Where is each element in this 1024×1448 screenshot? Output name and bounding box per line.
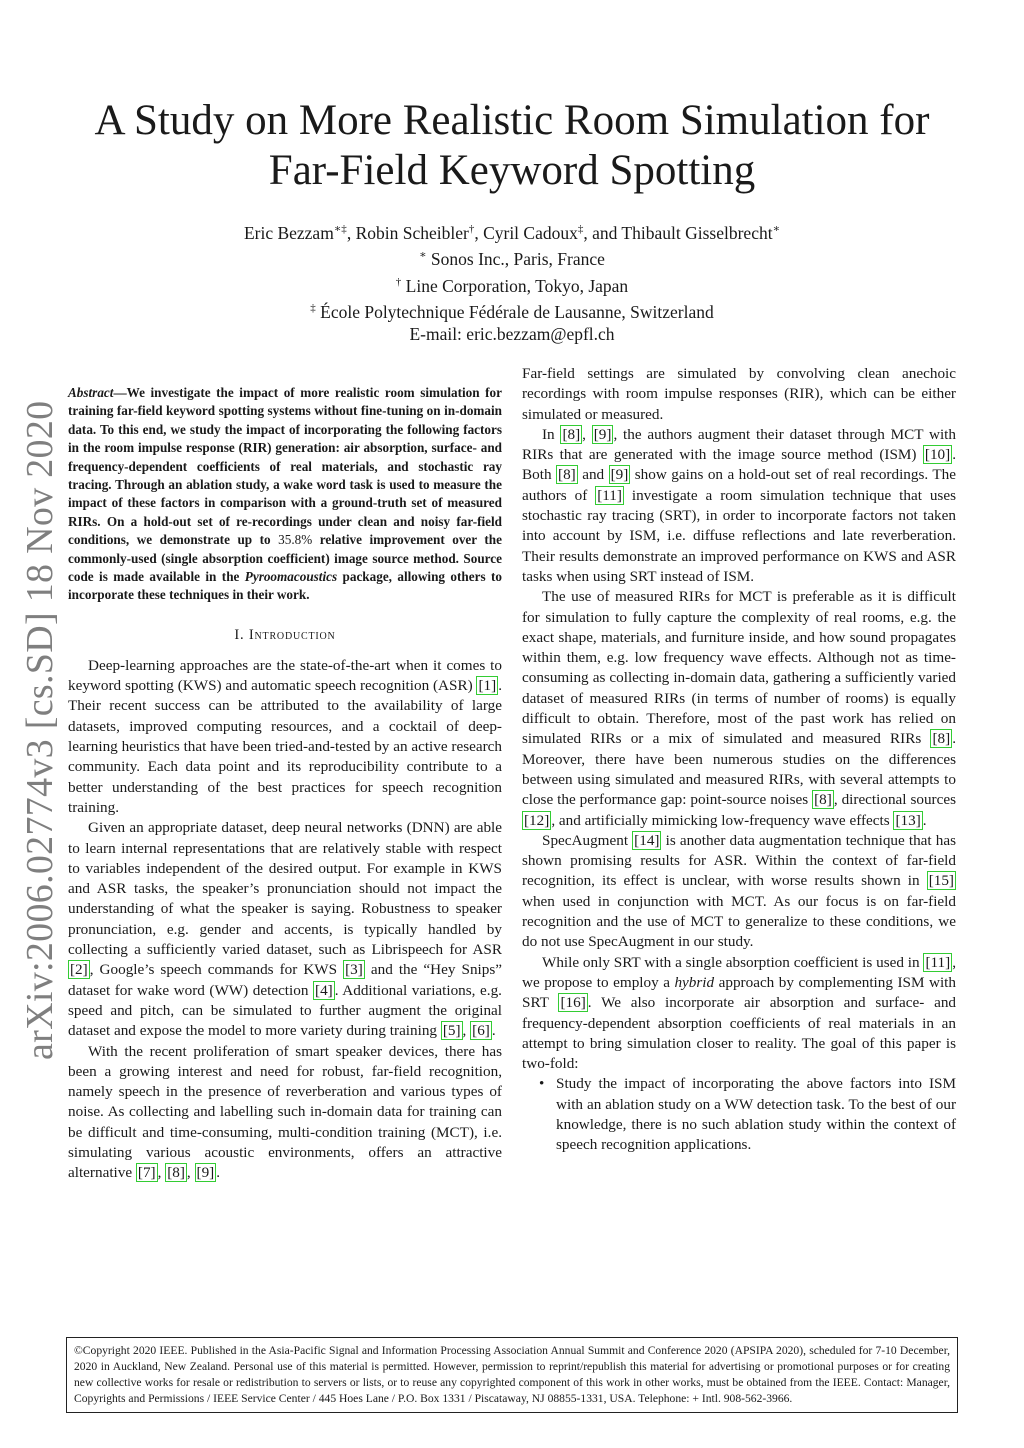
paragraph-text: While only SRT with a single absorption coefficient is used in bbox=[542, 953, 924, 971]
arxiv-identifier[interactable]: arXiv:2006.02774v3 [cs.SD] 18 Nov 2020 bbox=[19, 400, 61, 1060]
abstract-text: package, allowing others to incorporate these techniques in their work. bbox=[68, 569, 502, 603]
affiliation-mark: ‡ bbox=[310, 301, 316, 314]
citation-link[interactable]: [9] bbox=[196, 1164, 215, 1182]
abstract bbox=[68, 384, 502, 605]
right-column bbox=[522, 364, 956, 1156]
left-column bbox=[68, 384, 502, 1184]
paragraph-text: , Google’s speech commands for KWS bbox=[89, 961, 344, 979]
list-item-text: Study the impact of incorporating the above factors into ISM with an ablation study on a WW detection task. To the best of our knowledge, there is no such ablation study within the context of speech recognition applications. bbox=[556, 1075, 956, 1154]
paragraph-text: . Additional variations, e.g. speed and pitch, can be simulated to further augment the original dataset and expose the model to more variety during training bbox=[68, 981, 502, 1040]
paragraph-text: . Moreover, there have been numerous studies on the differences between using simulated and measured RIRs, with several attempts to close the performance gap: point-source noises bbox=[522, 730, 956, 809]
citation-link[interactable]: [14] bbox=[634, 831, 660, 849]
paragraph-text: , bbox=[582, 425, 592, 443]
paragraph-text: , bbox=[186, 1164, 195, 1182]
paragraph-text: Given an appropriate dataset, deep neural networks (DNN) are able to learn internal representations that are relatively stable with respect to variables independent of the desired output. For example in KWS and ASR tasks, the speaker’s pronunciation should not impact the understanding of what the speaker is saying. Robustness to speaker pronunciation, e.g. gender and accents, is typically handled by collecting a sufficiently varied dataset, such as Librispeech for ASR bbox=[68, 819, 502, 959]
paper-title bbox=[60, 96, 964, 196]
abstract-label: Abstract bbox=[68, 385, 114, 400]
citation-link[interactable]: [11] bbox=[925, 953, 951, 971]
citation-link[interactable]: [8] bbox=[558, 466, 576, 484]
paragraph-text: approach by complementing ISM with SRT bbox=[522, 973, 956, 1012]
citation-link[interactable]: [4] bbox=[315, 981, 333, 999]
affiliation-line bbox=[60, 271, 964, 297]
citation-link[interactable]: [16] bbox=[560, 994, 586, 1012]
citation-link[interactable]: [12] bbox=[524, 811, 550, 829]
citation-link[interactable]: [9] bbox=[610, 466, 629, 484]
paragraph-text: The use of measured RIRs for MCT is preferable as it is difficult for simulation to fully capture the complexity of real rooms, e.g. the exact shape, materials, and furniture inside, and how sound propagates within them, e.g. low frequency wave effects. Although not as time-consuming as collecting in-domain data, gathering a sufficiently varied dataset of measured RIRs (in terms of number of rooms) is equally difficult to obtain. Therefore, most of the past work has relied on simulated RIRs or a mix of simulated and measured RIRs bbox=[522, 588, 956, 748]
citation-link[interactable]: [10] bbox=[924, 446, 951, 464]
intro-paragraph-3 bbox=[68, 1042, 502, 1184]
author-name: , Robin Scheibler bbox=[346, 222, 469, 243]
goal-list bbox=[522, 1074, 956, 1155]
paragraph-text: and bbox=[577, 466, 609, 484]
paragraph-text: . We also incorporate air absorption and surface- and frequency-dependent absorption coefficients of real materials in an attempt to bring simulation closer to reality. The goal of this paper is two-fold: bbox=[522, 994, 957, 1073]
title-line-1: A Study on More Realistic Room Simulation for bbox=[94, 97, 930, 144]
paragraph-text: , and artificially mimicking low-frequency wave effects bbox=[551, 811, 894, 829]
citation-link[interactable]: [11] bbox=[597, 486, 622, 504]
affiliation-mark: † bbox=[395, 275, 402, 288]
emphasis-text: hybrid bbox=[674, 973, 715, 991]
abstract-dash: — bbox=[113, 385, 127, 400]
bullet-icon: • bbox=[539, 1075, 545, 1093]
author-name: , Cyril Cadoux bbox=[474, 222, 578, 243]
citation-link[interactable]: [7] bbox=[137, 1164, 156, 1182]
affiliation-text: Line Corporation, Tokyo, Japan bbox=[401, 275, 629, 296]
citation-link[interactable]: [15] bbox=[928, 872, 954, 890]
paragraph-text: , bbox=[462, 1022, 471, 1040]
section-title: Introduction bbox=[248, 626, 336, 643]
affiliation-epfl bbox=[60, 297, 964, 323]
abstract-text: relative improvement over the commonly-used (single absorption coefficient) image source method. Source code is made available in the bbox=[68, 532, 502, 585]
citation-link[interactable]: [8] bbox=[562, 425, 581, 443]
citation-link[interactable]: [1] bbox=[478, 677, 497, 695]
affiliation-text: Sonos Inc., Paris, France bbox=[426, 249, 605, 270]
citation-link[interactable]: [8] bbox=[167, 1164, 185, 1182]
affiliation-mark: ∗ bbox=[772, 223, 781, 235]
paragraph-text: In bbox=[542, 425, 561, 443]
paragraph-text: , the authors augment their dataset through MCT with RIRs that are generated with the image source method (ISM) bbox=[522, 425, 956, 464]
citation-link[interactable]: [8] bbox=[814, 791, 832, 809]
paragraph-text: , bbox=[157, 1164, 166, 1182]
package-name: Pyroomacoustics bbox=[244, 569, 338, 585]
author-name: , and Thibault Gisselbrecht bbox=[583, 222, 773, 243]
citation-link[interactable]: [5] bbox=[442, 1022, 461, 1040]
paragraph-text: and the “Hey Snips” dataset for wake word (WW) detection bbox=[68, 961, 502, 999]
paragraph-text: , directional sources bbox=[833, 791, 956, 809]
intro-paragraph-2 bbox=[68, 818, 502, 1041]
citation-link[interactable]: [3] bbox=[345, 961, 363, 979]
paragraph-text: investigate a room simulation technique that uses stochastic ray tracing (SRT), in order to incorporate factors not taken into account by ISM, i.e. diffuse reflections and late reverberation. Their results demonstrate an improved performance on KWS and ASR tasks when using SRT instead of ISM. bbox=[522, 486, 956, 585]
author-list bbox=[60, 218, 964, 244]
citation-link[interactable]: [2] bbox=[70, 961, 88, 979]
citation-link[interactable]: [9] bbox=[593, 425, 612, 443]
citation-link[interactable]: [13] bbox=[895, 811, 921, 829]
abstract-percent: 35.8% bbox=[278, 532, 313, 548]
paragraph-text: With the recent proliferation of smart speaker devices, there has been a growing interest and need for robust, far-field recognition, namely speech in the presence of reverberation and various types of noise. As collecting and labelling such in-domain data for training can be difficult and time-consuming, multi-condition training (MCT), i.e. simulating various acoustic environments, offers an attractive alternative bbox=[68, 1042, 502, 1182]
affiliation-text: École Polytechnique Fédérale de Lausanne, Switzerland bbox=[315, 301, 714, 322]
paragraph-text: . bbox=[491, 1022, 496, 1040]
paragraph-text: is another data augmentation technique that has shown promising results for ASR. Within the context of far-field recognition, its effect is unclear, with worse results shown in bbox=[522, 831, 957, 890]
paragraph-text: Deep-learning approaches are the state-of-the-art when it comes to keyword spotting (KWS) and automatic speech recognition (ASR) bbox=[68, 656, 502, 695]
list-item bbox=[539, 1074, 956, 1155]
intro-paragraph-1 bbox=[68, 656, 502, 818]
paragraph-text: . Their recent success can be attributed to the availability of large datasets, improved computing resources, and a cocktail of deep-learning heuristics that have been tried-and-tested by an active research community. Each data point and its reproducibility contribute to a better understanding of the best practices for speech recognition training. bbox=[68, 677, 502, 816]
section-number: I. bbox=[234, 626, 249, 643]
right-paragraph-2 bbox=[522, 425, 956, 587]
paragraph-text: , we propose to employ a bbox=[522, 953, 956, 991]
affiliation-mark: ∗ bbox=[419, 249, 427, 262]
right-paragraph-1 bbox=[522, 364, 956, 425]
section-heading-introduction bbox=[68, 627, 502, 644]
paragraph-text: . bbox=[922, 811, 927, 829]
affiliation-mark: ∗‡ bbox=[333, 223, 347, 235]
paragraph-text: Far-field settings are simulated by convolving clean anechoic recordings with room impulse responses (RIR), which can be either simulated or measured. bbox=[522, 365, 956, 423]
paragraph-text: . Both bbox=[522, 446, 956, 484]
copyright-notice: ©Copyright 2020 IEEE. Published in the Asia-Pacific Signal and Information Processing Association Annual Summit and Conference 2020 (APSIPA 2020), scheduled for 7-10 December, 2020 in Auckland, New Zealand. Personal use of this material is permitted. However, permission to reprint/republish this material for advertising or promotional purposes or for creating new collective works for resale or redistribution to servers or lists, or to reuse any copyrighted component of this work in other works, must be obtained from the IEEE. Contact: Manager, Copyrights and Permissions / IEEE Service Center / 445 Hoes Lane / P.O. Box 1331 / Piscataway, NJ 08855-1331, USA. Telephone: + Intl. 908-562-3966. bbox=[66, 1337, 958, 1413]
citation-link[interactable]: [6] bbox=[472, 1022, 490, 1040]
paragraph-text: . bbox=[216, 1164, 221, 1182]
right-paragraph-3 bbox=[522, 587, 956, 831]
right-paragraph-5 bbox=[522, 953, 956, 1075]
affiliation-sonos bbox=[60, 244, 964, 270]
right-paragraph-4 bbox=[522, 831, 956, 953]
affiliation-mark: † bbox=[468, 223, 475, 235]
paragraph-text: when used in conjunction with MCT. As our focus is on far-field recognition and the use of MCT to generalize to these conditions, we do not use SpecAugment in our study. bbox=[522, 892, 956, 951]
affiliation-mark: ‡ bbox=[577, 223, 584, 235]
abstract-text: We investigate the impact of more realistic room simulation for training far-field keyword spotting systems without fine-tuning on in-domain data. To this end, we study the impact of incorporating the following factors in the room impulse response (RIR) generation: air absorption, surface- and frequency-dependent coefficients of real materials, and stochastic ray tracing. Through an ablation study, a wake word task is used to measure the impact of these factors in comparison with a ground-truth set of measured RIRs. On a hold-out set of re-recordings under clean and noisy far-field conditions, we demonstrate up to bbox=[68, 385, 502, 548]
title-line-2: Far-Field Keyword Spotting bbox=[268, 147, 756, 194]
author-name: Eric Bezzam bbox=[243, 222, 334, 243]
paragraph-text: show gains on a hold-out set of real recordings. The authors of bbox=[522, 466, 956, 504]
paragraph-text: SpecAugment bbox=[542, 831, 633, 849]
author-block bbox=[60, 218, 964, 346]
author-email[interactable]: E-mail: eric.bezzam@epfl.ch bbox=[409, 324, 615, 345]
citation-link[interactable]: [8] bbox=[932, 730, 951, 748]
